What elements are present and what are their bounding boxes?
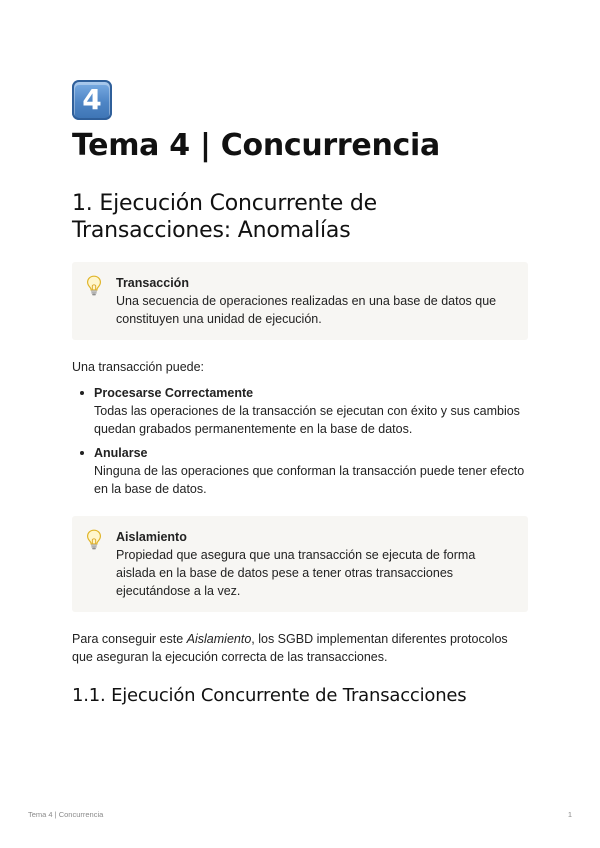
list-item [72, 384, 528, 438]
bullet-icon [80, 451, 84, 455]
bullet-icon [80, 391, 84, 395]
list-item-description: Ninguna de las operaciones que conforman la transacción puede tener efecto en la base de datos. [94, 464, 525, 496]
page-number: 1 [567, 810, 572, 819]
closing-text-end: , los SGBD implementan diferentes protocolos que aseguran la ejecución correcta de las transacciones. [72, 632, 508, 664]
callout-body [116, 274, 512, 328]
footer-title: Tema 4 | Concurrencia [28, 810, 104, 819]
section-heading-1: 1. Ejecución Concurrente de Transacciones: Anomalías [72, 191, 377, 243]
lightbulb-icon [86, 529, 102, 551]
list-item-term: Procesarse Correctamente [94, 386, 254, 400]
callout-text: Una secuencia de operaciones realizadas en una base de datos que constituyen una unidad de ejecución. [116, 294, 497, 326]
closing-paragraph [72, 630, 528, 666]
callout-body [116, 528, 512, 600]
section-heading-1-1: 1.1. Ejecución Concurrente de Transacciones [72, 685, 467, 706]
list-item-description: Todas las operaciones de la transacción se ejecutan con éxito y sus cambios quedan grabados permanentemente en la base de datos. [94, 404, 520, 436]
callout-transaccion [72, 262, 528, 340]
page-title: Tema 4 | Concurrencia [72, 128, 440, 163]
list-item [72, 444, 528, 498]
document-page [72, 80, 528, 708]
callout-title: Aislamiento [116, 530, 187, 544]
lightbulb-icon [86, 275, 102, 297]
list-item-term: Anularse [94, 446, 148, 460]
intro-paragraph: Una transacción puede: [72, 360, 205, 374]
callout-text: Propiedad que asegura que una transacción se ejecuta de forma aislada en la base de datos pese a tener otras transacciones ejecutándose a la vez. [116, 548, 476, 598]
page-footer [28, 810, 572, 819]
keycap-4-icon: 4 [72, 80, 112, 120]
transaction-outcomes-list [72, 384, 528, 498]
callout-title: Transacción [116, 276, 189, 290]
callout-aislamiento [72, 516, 528, 612]
closing-text-start: Para conseguir este [72, 632, 187, 646]
closing-emphasis: Aislamiento [186, 632, 252, 646]
